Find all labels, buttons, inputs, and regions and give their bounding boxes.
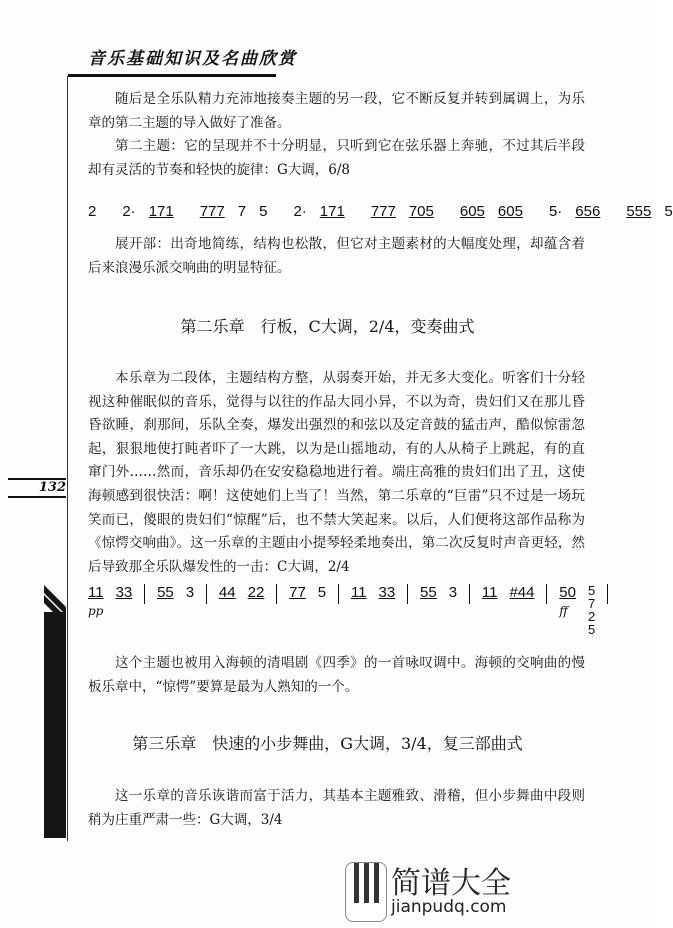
note-group: 5· <box>548 203 563 220</box>
dynamic-pp: pp <box>88 604 104 618</box>
watermark-logo <box>345 862 511 922</box>
note-group: 605 <box>497 203 523 220</box>
margin-line <box>67 76 68 841</box>
paragraph: 第二主题：它的呈现并不十分明显，只听到它在弦乐器上奔驰，不过其后半段却有灵活的节奏和轻快的旋律：G大调，6/8 <box>88 138 585 178</box>
note-group: 11 <box>481 584 498 601</box>
section-heading: 第二乐章 行板，C大调，2/4，变奏曲式 <box>180 317 475 336</box>
paragraph: 这一乐章的音乐诙谐而富于活力，其基本主题雅致、滑稽，但小步舞曲中段则稍为庄重严肃一些：G大调，3/4 <box>88 788 585 828</box>
note-group: 22 <box>247 584 265 601</box>
note-group: 555 <box>626 203 652 220</box>
note-group: 777 <box>199 203 225 220</box>
notation-theme-2 <box>88 203 673 223</box>
note-group: 5 <box>259 203 268 220</box>
note-group: 2· <box>122 203 136 220</box>
dynamic-ff: ff <box>559 604 568 618</box>
note-group: 656 <box>575 203 601 220</box>
note-group: 11 <box>350 584 367 601</box>
watermark-en: jianpudq.com <box>391 896 507 917</box>
bar-line <box>546 584 547 604</box>
running-header: 音乐基础知识及名曲欣赏 <box>88 49 297 69</box>
notation-surprise-theme <box>88 584 608 636</box>
note-group: 2 <box>88 203 97 220</box>
bar-line <box>407 584 408 604</box>
chord: 5 7 2 5 <box>587 583 596 637</box>
bar-line <box>276 584 277 604</box>
note-group: 55 <box>420 584 437 601</box>
note-group: 50 <box>559 584 576 601</box>
note-group: 11 <box>88 584 104 601</box>
note-group: 7 <box>237 203 247 220</box>
paragraph: 随后是全乐队精力充沛地接奏主题的另一段，它不断反复并转到属调上，为乐章的第二主题的导入做好了准备。 <box>88 91 585 131</box>
note-group: #44 <box>509 584 535 601</box>
note-group: 33 <box>115 584 133 601</box>
bar-line <box>338 584 339 604</box>
bar-line <box>607 584 608 604</box>
note-group: 605 <box>459 203 485 220</box>
paragraph: 本乐章为二段体，主题结构方整，从弱奏开始，并无多大变化。听客们十分轻视这种催眠似的音乐，觉得与以往的作品大同小异，不以为奇，贵妇们又在那儿昏昏欲睡，刹那间，乐队全奏，爆发出强烈的和弦以及定音鼓的猛击声，酷似惊雷忽起，狠狠地使打盹者吓了一大跳，以为是山摇地动，有的人从椅子上跳起，有的直窜门外……然而，音乐却仍在安安稳稳地进行着。端庄高雅的贵妇们出了丑，这使海顿感到很快活：啊！这使她们上当了！当然，第二乐章的“巨雷”只不过是一场玩笑而已，傻眼的贵妇们“惊醒”后，也不禁大笑起来。以后，人们便将这部作品称为《惊愕交响曲》。这一乐章的主题由小提琴轻柔地奏出，第二次反复时声音更轻，然后导致那全乐队爆发性的一击：C大调，2/4 <box>88 370 585 575</box>
note-group: 171 <box>148 203 174 220</box>
note-group: 77 <box>289 584 306 601</box>
paragraph: 这个主题也被用入海顿的清唱剧《四季》的一首咏叹调中。海顿的交响曲的慢板乐章中，“惊愕”要算是最为人熟知的一个。 <box>88 655 585 695</box>
bar-line <box>144 584 145 604</box>
note-group: 5 <box>664 203 673 220</box>
paragraph: 展开部：出奇地简练，结构也松散，但它对主题素材的大幅度处理，却蕴含着后来浪漫乐派交响曲的明显特征。 <box>88 236 585 276</box>
decor-bar <box>44 612 66 838</box>
note-group: 3 <box>448 584 458 601</box>
bar-line <box>469 584 470 604</box>
note-group: 3 <box>185 584 195 601</box>
note-group: 777 <box>370 203 396 220</box>
bar-line <box>206 584 207 604</box>
note-group: 55 <box>157 584 174 601</box>
watermark-cn: 简谱大全 <box>391 865 511 901</box>
section-heading: 第三乐章 快速的小步舞曲，G大调，3/4，复三部曲式 <box>132 734 523 753</box>
note-group: 5 <box>317 584 327 601</box>
note-group: 705 <box>408 203 434 220</box>
page-number: 132 <box>8 478 66 498</box>
piano-keys-icon <box>345 862 387 922</box>
note-group: 33 <box>378 584 396 601</box>
note-group: 2· <box>293 203 307 220</box>
note-group: 44 <box>218 584 236 601</box>
note-group: 171 <box>319 203 345 220</box>
header-rule <box>68 74 276 77</box>
